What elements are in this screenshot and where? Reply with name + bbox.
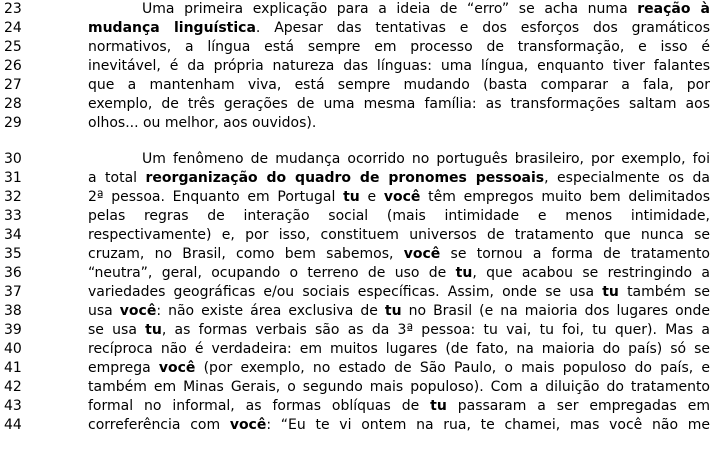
document-line [0,188,714,207]
text-segment: : não existe área exclusiva de [156,303,385,319]
text-segment: : “Eu te vi ontem na rua, te chamei, mas você não me [266,417,710,433]
text-segment: também se [618,284,710,300]
text-segment: a total [88,170,146,186]
bold-term: você [158,360,196,376]
text-segment: exemplo, de três gerações de uma mesma família: as transformações saltam aos [88,96,710,112]
bold-term: reação à [637,1,710,17]
line-number: 28 [4,96,22,112]
text-segment: emprega [88,360,159,376]
line-number: 34 [4,227,22,243]
document-line [0,378,714,397]
bold-term: você [229,417,267,433]
line-text [88,57,710,76]
text-segment: , as formas verbais são as da 3ª pessoa: tu vai, tu foi, tu quer). Mas a [161,322,710,338]
line-number: 24 [4,20,22,36]
bold-term: tu [430,398,447,414]
line-number: 43 [4,398,22,414]
line-text [88,169,710,188]
line-text [88,19,710,38]
line-text [88,264,710,283]
line-text [88,397,710,416]
line-text [88,226,710,245]
document-line [0,226,714,245]
line-number: 36 [4,265,22,281]
line-text [142,150,710,169]
text-segment: têm empregos muito bem delimitados [420,189,710,205]
text-segment: respectivamente) e, por isso, constituem universos de tratamento que nunca se [88,227,710,243]
line-number: 30 [4,151,22,167]
document-line [0,359,714,378]
text-segment: passaram a ser empregadas em [446,398,710,414]
text-segment: , que acabou se restringindo a [472,265,710,281]
text-segment: recíproca não é verdadeira: em muitos lugares (de fato, na maioria do país) só se [88,341,710,357]
text-segment: inevitável, é da própria natureza das línguas: uma língua, enquanto tiver falantes [88,58,710,74]
line-number: 44 [4,417,22,433]
line-number: 32 [4,189,22,205]
text-segment: correferência com [88,417,230,433]
text-segment: 2ª pessoa. Enquanto em Portugal [88,189,344,205]
line-text [88,95,710,114]
line-text [88,302,710,321]
bold-term: reorganização do quadro de pronomes pessoais [145,170,545,186]
document-line [0,207,714,226]
document-line [0,150,714,169]
line-number: 26 [4,58,22,74]
line-number: 35 [4,246,22,262]
line-text [88,188,710,207]
bold-term: você [119,303,157,319]
line-text [88,114,710,133]
document-line [0,245,714,264]
text-segment: olhos... ou melhor, aos ouvidos). [88,115,317,131]
line-number: 29 [4,115,22,131]
text-segment: e [359,189,384,205]
line-text [88,340,710,359]
bold-term: mudança linguística [88,20,256,36]
text-segment: formal no informal, as formas oblíquas de [88,398,431,414]
line-text [142,0,710,19]
line-number: 41 [4,360,22,376]
line-number: 31 [4,170,22,186]
text-segment: cruzam, no Brasil, como bem sabemos, [88,246,404,262]
document-line [0,38,714,57]
line-text [88,38,710,57]
text-segment: . Apesar das tentativas e dos esforços dos gramáticos [255,20,710,36]
text-segment: normativos, a língua está sempre em processo de transformação, e isso é [88,39,710,55]
line-text [88,283,710,302]
bold-term: tu [455,265,473,281]
document-line [0,0,714,19]
bold-term: tu [602,284,619,300]
document-line [0,321,714,340]
text-segment: pelas regras de interação social (mais intimidade e menos intimidade, [88,208,710,224]
bold-term: tu [343,189,360,205]
line-text [88,321,710,340]
line-number: 27 [4,77,22,93]
document-line [0,416,714,435]
line-text [88,416,710,435]
line-number: 42 [4,379,22,395]
document-line [0,95,714,114]
bold-term: tu [384,303,402,319]
text-segment: Uma primeira explicação para a ideia de “erro” se acha numa [142,1,638,17]
document-line [0,340,714,359]
text-segment: variedades geográficas e/ou sociais específicas. Assim, onde se usa [88,284,603,300]
document-line [0,76,714,95]
document-line [0,19,714,38]
text-segment: , especialmente os da [544,170,710,186]
line-number: 23 [4,1,22,17]
bold-term: você [403,246,441,262]
line-number: 37 [4,284,22,300]
document-line [0,302,714,321]
line-text [88,378,710,397]
line-text [88,76,710,95]
document-line [0,57,714,76]
line-number: 40 [4,341,22,357]
line-text [88,245,710,264]
text-segment: no Brasil (e na maioria dos lugares onde [401,303,710,319]
document-line [0,114,714,133]
text-segment: se tornou a forma de tratamento [440,246,710,262]
line-text [88,207,710,226]
document-line [0,283,714,302]
text-segment: “neutra”, geral, ocupando o terreno de uso de [88,265,456,281]
bold-term: você [383,189,421,205]
text-segment: Um fenômeno de mudança ocorrido no português brasileiro, por exemplo, foi [142,151,710,167]
line-number: 25 [4,39,22,55]
text-segment: também em Minas Gerais, o segundo mais populoso). Com a diluição do tratamento [88,379,710,395]
text-segment: se usa [88,322,146,338]
line-number: 38 [4,303,22,319]
text-segment: usa [88,303,120,319]
text-segment: (por exemplo, no estado de São Paulo, o mais populoso do país, e [195,360,710,376]
line-number: 33 [4,208,22,224]
text-segment: que a mantenham viva, está sempre mudando (basta comparar a fala, por [88,77,710,93]
bold-term: tu [145,322,162,338]
document-line [0,169,714,188]
document-line [0,264,714,283]
document-line [0,397,714,416]
line-number: 39 [4,322,22,338]
line-text [88,359,710,378]
